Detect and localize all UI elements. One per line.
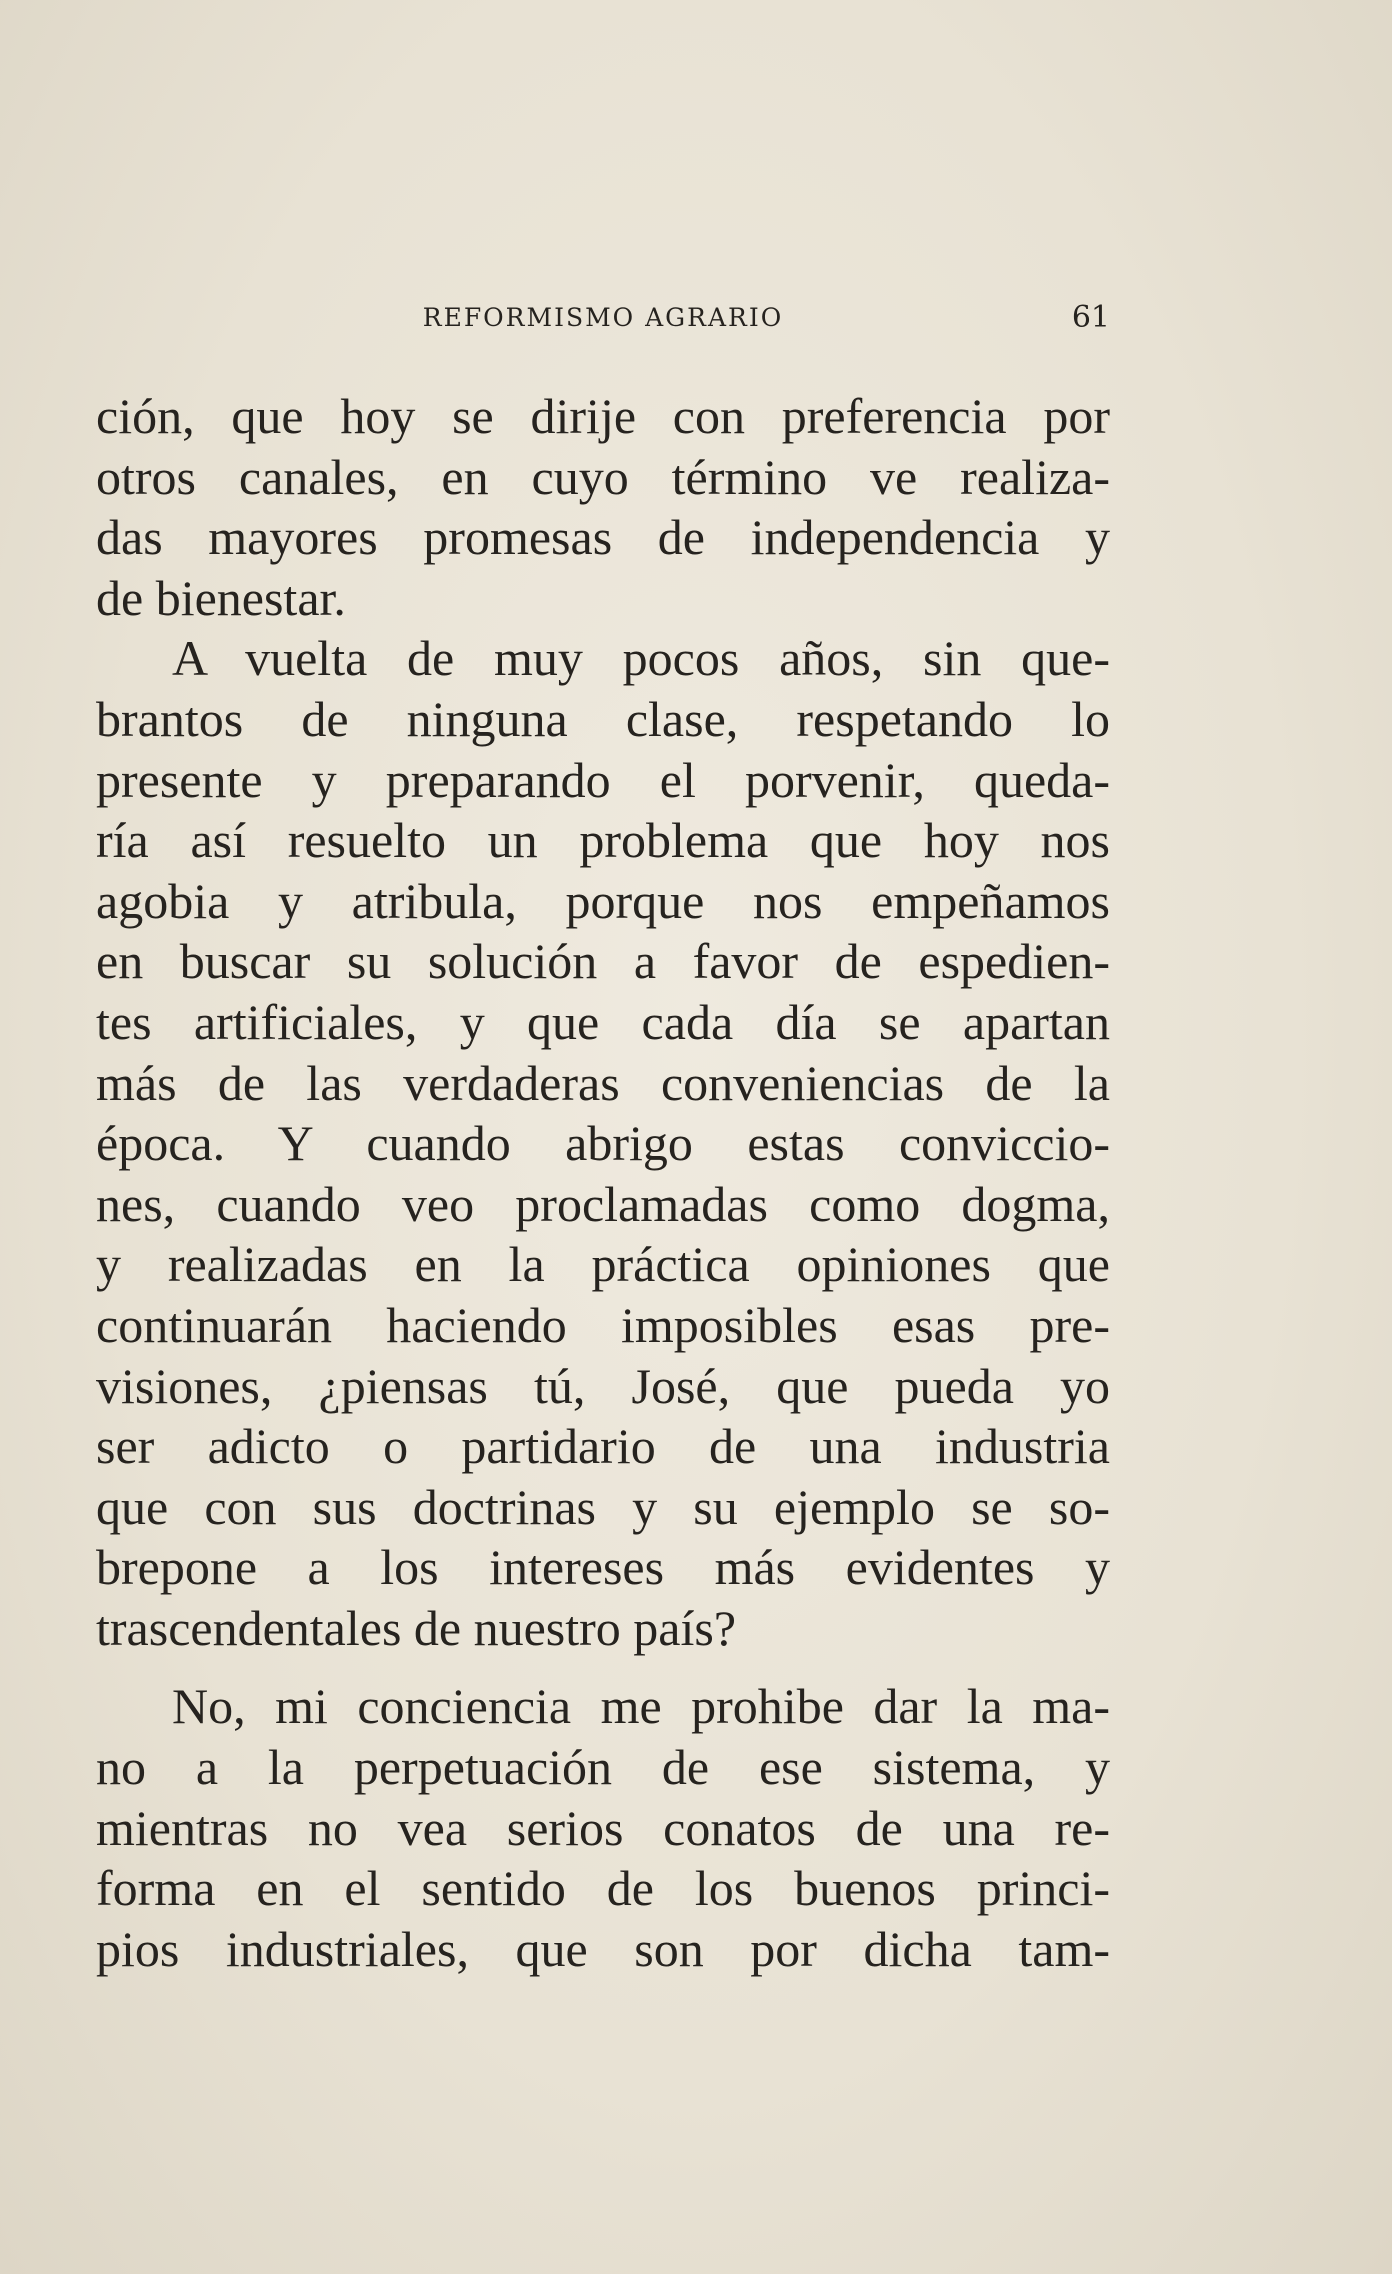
running-title: REFORMISMO AGRARIO bbox=[422, 303, 784, 332]
text-line: en buscar su solución a favor de espedien- bbox=[96, 933, 1110, 990]
text-line: no a la perpetuación de ese sistema, y bbox=[96, 1739, 1110, 1796]
text-line: época. Y cuando abrigo estas conviccio- bbox=[96, 1115, 1110, 1172]
text-line: presente y preparando el porvenir, queda- bbox=[96, 751, 1110, 808]
text-line: trascendentales de nuestro país? bbox=[96, 1599, 737, 1656]
text-line: ción, que hoy se dirije con preferencia por bbox=[96, 388, 1110, 444]
text-line: tes artificiales, y que cada día se apartan bbox=[96, 993, 1110, 1050]
text-line: y realizadas en la práctica opiniones que bbox=[96, 1236, 1110, 1293]
running-head bbox=[96, 298, 1110, 338]
page-number: 61 bbox=[1071, 300, 1110, 335]
text-line: más de las verdaderas conveniencias de la bbox=[96, 1054, 1110, 1111]
text-line: agobia y atribula, porque nos empeñamos bbox=[96, 872, 1110, 929]
text-line: No, mi conciencia me prohibe dar la ma- bbox=[172, 1678, 1110, 1735]
text-line: que con sus doctrinas y su ejemplo se so- bbox=[96, 1478, 1110, 1535]
text-line: mientras no vea serios conatos de una re- bbox=[96, 1799, 1110, 1856]
text-line: brepone a los intereses más evidentes y bbox=[96, 1539, 1110, 1596]
paragraph-1 bbox=[96, 386, 1110, 628]
body-text bbox=[96, 386, 1110, 1979]
text-line: continuarán haciendo imposibles esas pre- bbox=[96, 1296, 1110, 1353]
paragraph-gap bbox=[96, 1658, 1110, 1676]
text-line: ser adicto o partidario de una industria bbox=[96, 1418, 1110, 1475]
text-line: de bienestar. bbox=[96, 569, 346, 626]
text-line: visiones, ¿piensas tú, José, que pueda yo bbox=[96, 1357, 1110, 1414]
text-line: nes, cuando veo proclamadas como dogma, bbox=[96, 1175, 1110, 1232]
text-line: brantos de ninguna clase, respetando lo bbox=[96, 690, 1110, 747]
text-line: forma en el sentido de los buenos princi- bbox=[96, 1860, 1110, 1917]
text-line: A vuelta de muy pocos años, sin que- bbox=[172, 630, 1110, 687]
paragraph-3 bbox=[96, 1676, 1110, 1979]
text-line: otros canales, en cuyo término ve realiza- bbox=[96, 448, 1110, 505]
text-line: das mayores promesas de independencia y bbox=[96, 509, 1110, 566]
text-line: ría así resuelto un problema que hoy nos bbox=[96, 812, 1110, 869]
text-line: pios industriales, que son por dicha tam- bbox=[96, 1920, 1110, 1977]
paragraph-2 bbox=[96, 628, 1110, 1658]
